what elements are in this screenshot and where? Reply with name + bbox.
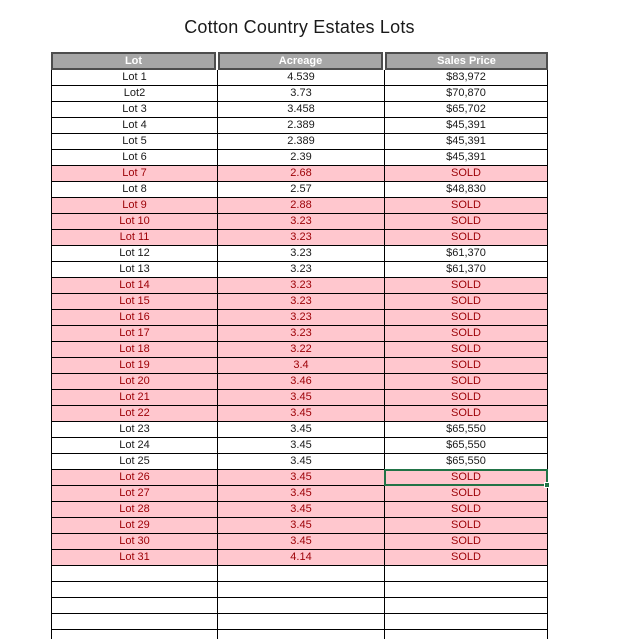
cell-value: 4.539 [287,71,315,83]
cell-value: 3.45 [290,439,312,451]
cell-price[interactable] [385,534,548,550]
cell-lot[interactable] [52,374,218,390]
cell-price[interactable] [385,102,548,118]
cell-value: 3.45 [290,455,312,467]
cell-lot[interactable] [52,118,218,134]
cell-acreage[interactable] [218,406,385,422]
cell-price[interactable] [385,182,548,198]
cell-value: Lot2 [123,87,146,99]
cell-price[interactable] [385,358,548,374]
cell-value: Lot 7 [122,167,147,179]
cell-empty[interactable] [218,566,385,582]
cell-acreage[interactable] [218,278,385,294]
cell-price[interactable] [385,166,548,182]
table-row [52,198,548,214]
cell-value: Lot 23 [119,423,150,435]
cell-value: Lot 12 [119,247,150,259]
cell-acreage[interactable] [218,214,385,230]
table-row [52,342,548,358]
cell-lot[interactable] [52,230,218,246]
cell-price[interactable] [385,438,548,454]
cell-value: 3.23 [290,327,312,339]
cell-price[interactable] [385,342,548,358]
cell-value: Lot 29 [119,519,150,531]
cell-lot[interactable] [52,134,218,150]
cell-value: $83,972 [446,71,486,83]
cell-value: 3.23 [290,311,312,323]
cell-value: Lot 24 [119,439,150,451]
cell-acreage[interactable] [218,198,385,214]
cell-empty[interactable] [385,630,548,639]
cell-acreage[interactable] [218,70,385,86]
cell-acreage[interactable] [218,390,385,406]
cell-lot[interactable] [52,262,218,278]
cell-value: Lot 18 [119,343,150,355]
cell-lot[interactable] [52,102,218,118]
cell-value: 3.73 [290,87,312,99]
cell-acreage[interactable] [218,550,385,566]
cell-lot[interactable] [52,422,218,438]
cell-empty[interactable] [218,614,385,630]
cell-price[interactable] [385,214,548,230]
cell-price[interactable] [385,134,548,150]
cell-lot[interactable] [52,166,218,182]
cell-acreage[interactable] [218,150,385,166]
table-row [52,502,548,518]
table-header [51,52,548,70]
cell-lot[interactable] [52,502,218,518]
cell-price[interactable] [385,406,548,422]
cell-value: SOLD [451,231,481,243]
cell-value: SOLD [451,375,481,387]
table-row [52,374,548,390]
cell-price[interactable] [385,502,548,518]
cell-lot[interactable] [52,470,218,486]
table-row [52,70,548,86]
cell-value: 3.23 [290,231,312,243]
cell-price[interactable] [385,70,548,86]
cell-price[interactable] [385,198,548,214]
cell-empty[interactable] [218,582,385,598]
cell-empty[interactable] [52,582,218,598]
cell-value: Lot 16 [119,311,150,323]
cell-lot[interactable] [52,70,218,86]
cell-acreage[interactable] [218,310,385,326]
cell-value: 2.39 [290,151,312,163]
cell-price[interactable] [385,550,548,566]
cell-value: 3.45 [290,535,312,547]
cell-lot[interactable] [52,486,218,502]
table-row [52,406,548,422]
cell-lot[interactable] [52,310,218,326]
cell-empty[interactable] [52,630,218,639]
table-row [52,310,548,326]
cell-price[interactable] [385,86,548,102]
table-row [52,246,548,262]
cell-value: SOLD [451,295,481,307]
cell-value: 3.23 [290,215,312,227]
cell-price[interactable] [385,246,548,262]
cell-empty[interactable] [385,566,548,582]
cell-lot[interactable] [52,438,218,454]
table-row [52,182,548,198]
table-row-empty [52,598,548,614]
cell-value: 3.45 [290,391,312,403]
table-row [52,518,548,534]
table-row [52,86,548,102]
page-title: Cotton Country Estates Lots [184,17,415,37]
cell-price[interactable] [385,278,548,294]
column-header-acreage[interactable]: Acreage [218,52,383,70]
table-row [52,102,548,118]
cell-value: SOLD [451,503,481,515]
cell-value: SOLD [451,327,481,339]
table-row [52,278,548,294]
table-row [52,422,548,438]
cell-price[interactable] [385,326,548,342]
cell-lot[interactable] [52,198,218,214]
cell-lot[interactable] [52,454,218,470]
cell-value: Lot 31 [119,551,150,563]
cell-value: $61,370 [446,263,486,275]
cell-value: Lot 19 [119,359,150,371]
cell-acreage[interactable] [218,342,385,358]
cell-price[interactable] [385,310,548,326]
cell-value: Lot 30 [119,535,150,547]
cell-value: 3.45 [290,423,312,435]
cell-lot[interactable] [52,518,218,534]
fill-handle[interactable] [544,482,550,488]
cell-value: $45,391 [446,119,486,131]
cell-lot[interactable] [52,358,218,374]
cell-acreage[interactable] [218,86,385,102]
cell-value: Lot 1 [122,71,147,83]
cell-value: $65,702 [446,103,486,115]
table-row [52,118,548,134]
cell-value: Lot 17 [119,327,150,339]
cell-value: $45,391 [446,135,486,147]
cell-acreage[interactable] [218,326,385,342]
cell-price[interactable] [385,518,548,534]
cell-empty[interactable] [52,598,218,614]
cell-value: Lot 5 [122,135,147,147]
cell-value: 3.45 [290,503,312,515]
cell-value: Lot 14 [119,279,150,291]
cell-lot[interactable] [52,214,218,230]
cell-acreage[interactable] [218,230,385,246]
cell-value: $48,830 [446,183,486,195]
cell-value: $65,550 [446,439,486,451]
cell-empty[interactable] [385,582,548,598]
table-body [51,70,548,639]
cell-value: SOLD [451,535,481,547]
cell-value: Lot 20 [119,375,150,387]
selected-cell[interactable] [385,470,548,486]
cell-price[interactable] [385,118,548,134]
table-row [52,214,548,230]
column-header-sales-price[interactable]: Sales Price [385,52,548,70]
table-row [52,486,548,502]
table-row [52,230,548,246]
table-row [52,326,548,342]
cell-value: SOLD [451,167,481,179]
cell-value: $61,370 [446,247,486,259]
table-row-empty [52,614,548,630]
cell-lot[interactable] [52,182,218,198]
cell-price[interactable] [385,294,548,310]
cell-acreage[interactable] [218,166,385,182]
table-row-empty [52,582,548,598]
cell-value: SOLD [451,551,481,563]
cell-value: 2.57 [290,183,312,195]
cell-value: Lot 9 [122,199,147,211]
cell-value: $45,391 [446,151,486,163]
cell-value: Lot 10 [119,215,150,227]
cell-value: 3.46 [290,375,312,387]
cell-value: SOLD [451,519,481,531]
cell-value: 3.4 [293,359,309,371]
cell-empty[interactable] [52,614,218,630]
cell-value: SOLD [451,487,481,499]
table-row [52,166,548,182]
cell-acreage[interactable] [218,262,385,278]
cell-value: Lot 3 [122,103,147,115]
cell-value: SOLD [451,471,481,483]
cell-value: 3.45 [290,471,312,483]
table-row [52,470,548,486]
table-row [52,454,548,470]
table-row-empty [52,566,548,582]
cell-acreage[interactable] [218,534,385,550]
cell-value: SOLD [451,199,481,211]
cell-lot[interactable] [52,86,218,102]
table-row [52,150,548,166]
table-row-empty [52,630,548,639]
cell-value: Lot 11 [119,231,150,243]
cell-value: 2.88 [290,199,312,211]
cell-value: 3.45 [290,407,312,419]
cell-price[interactable] [385,390,548,406]
cell-acreage[interactable] [218,518,385,534]
cell-value: $70,870 [446,87,486,99]
cell-acreage[interactable] [218,486,385,502]
cell-price[interactable] [385,150,548,166]
cell-price[interactable] [385,262,548,278]
cell-acreage[interactable] [218,294,385,310]
cell-value: 2.68 [290,167,312,179]
cell-empty[interactable] [385,614,548,630]
cell-lot[interactable] [52,150,218,166]
cell-value: Lot 25 [119,455,150,467]
cell-value: SOLD [451,359,481,371]
cell-acreage[interactable] [218,118,385,134]
table-row [52,438,548,454]
cell-lot[interactable] [52,550,218,566]
cell-empty[interactable] [218,630,385,639]
cell-value: SOLD [451,343,481,355]
table-row [52,390,548,406]
table-row [52,294,548,310]
cell-value: Lot 28 [119,503,150,515]
cell-acreage[interactable] [218,502,385,518]
table-row [52,262,548,278]
cell-value: 3.45 [290,519,312,531]
cell-value: SOLD [451,311,481,323]
cell-acreage[interactable] [218,358,385,374]
lots-table [51,52,548,639]
cell-acreage[interactable] [218,134,385,150]
cell-lot[interactable] [52,390,218,406]
table-row [52,134,548,150]
cell-price[interactable] [385,374,548,390]
cell-value: $65,550 [446,423,486,435]
cell-value: 3.458 [287,103,315,115]
cell-value: Lot 15 [119,295,150,307]
cell-acreage[interactable] [218,182,385,198]
cell-acreage[interactable] [218,246,385,262]
table-row [52,358,548,374]
cell-value: 4.14 [290,551,312,563]
cell-value: SOLD [451,215,481,227]
cell-value: Lot 27 [119,487,150,499]
cell-value: $65,550 [446,455,486,467]
cell-price[interactable] [385,486,548,502]
cell-value: 3.22 [290,343,312,355]
cell-value: Lot 4 [122,119,147,131]
cell-value: 2.389 [287,119,315,131]
cell-acreage[interactable] [218,438,385,454]
cell-empty[interactable] [218,598,385,614]
column-header-lot[interactable]: Lot [51,52,216,70]
cell-value: SOLD [451,407,481,419]
cell-lot[interactable] [52,246,218,262]
table-row [52,534,548,550]
cell-lot[interactable] [52,534,218,550]
cell-acreage[interactable] [218,422,385,438]
cell-acreage[interactable] [218,454,385,470]
cell-lot[interactable] [52,342,218,358]
cell-acreage[interactable] [218,470,385,486]
cell-value: Lot 8 [122,183,147,195]
cell-value: 2.389 [287,135,315,147]
cell-price[interactable] [385,230,548,246]
cell-acreage[interactable] [218,374,385,390]
cell-lot[interactable] [52,406,218,422]
cell-value: 3.23 [290,247,312,259]
cell-empty[interactable] [52,566,218,582]
cell-value: Lot 6 [122,151,147,163]
cell-value: Lot 22 [119,407,150,419]
cell-empty[interactable] [385,598,548,614]
table-row [52,550,548,566]
cell-value: 3.45 [290,487,312,499]
cell-value: Lot 21 [119,391,150,403]
cell-value: 3.23 [290,263,312,275]
cell-lot[interactable] [52,278,218,294]
cell-value: Lot 13 [119,263,150,275]
cell-lot[interactable] [52,294,218,310]
cell-lot[interactable] [52,326,218,342]
cell-price[interactable] [385,454,548,470]
cell-price[interactable] [385,422,548,438]
cell-value: SOLD [451,279,481,291]
cell-value: Lot 26 [119,471,150,483]
cell-acreage[interactable] [218,102,385,118]
cell-value: 3.23 [290,279,312,291]
cell-value: 3.23 [290,295,312,307]
cell-value: SOLD [451,391,481,403]
